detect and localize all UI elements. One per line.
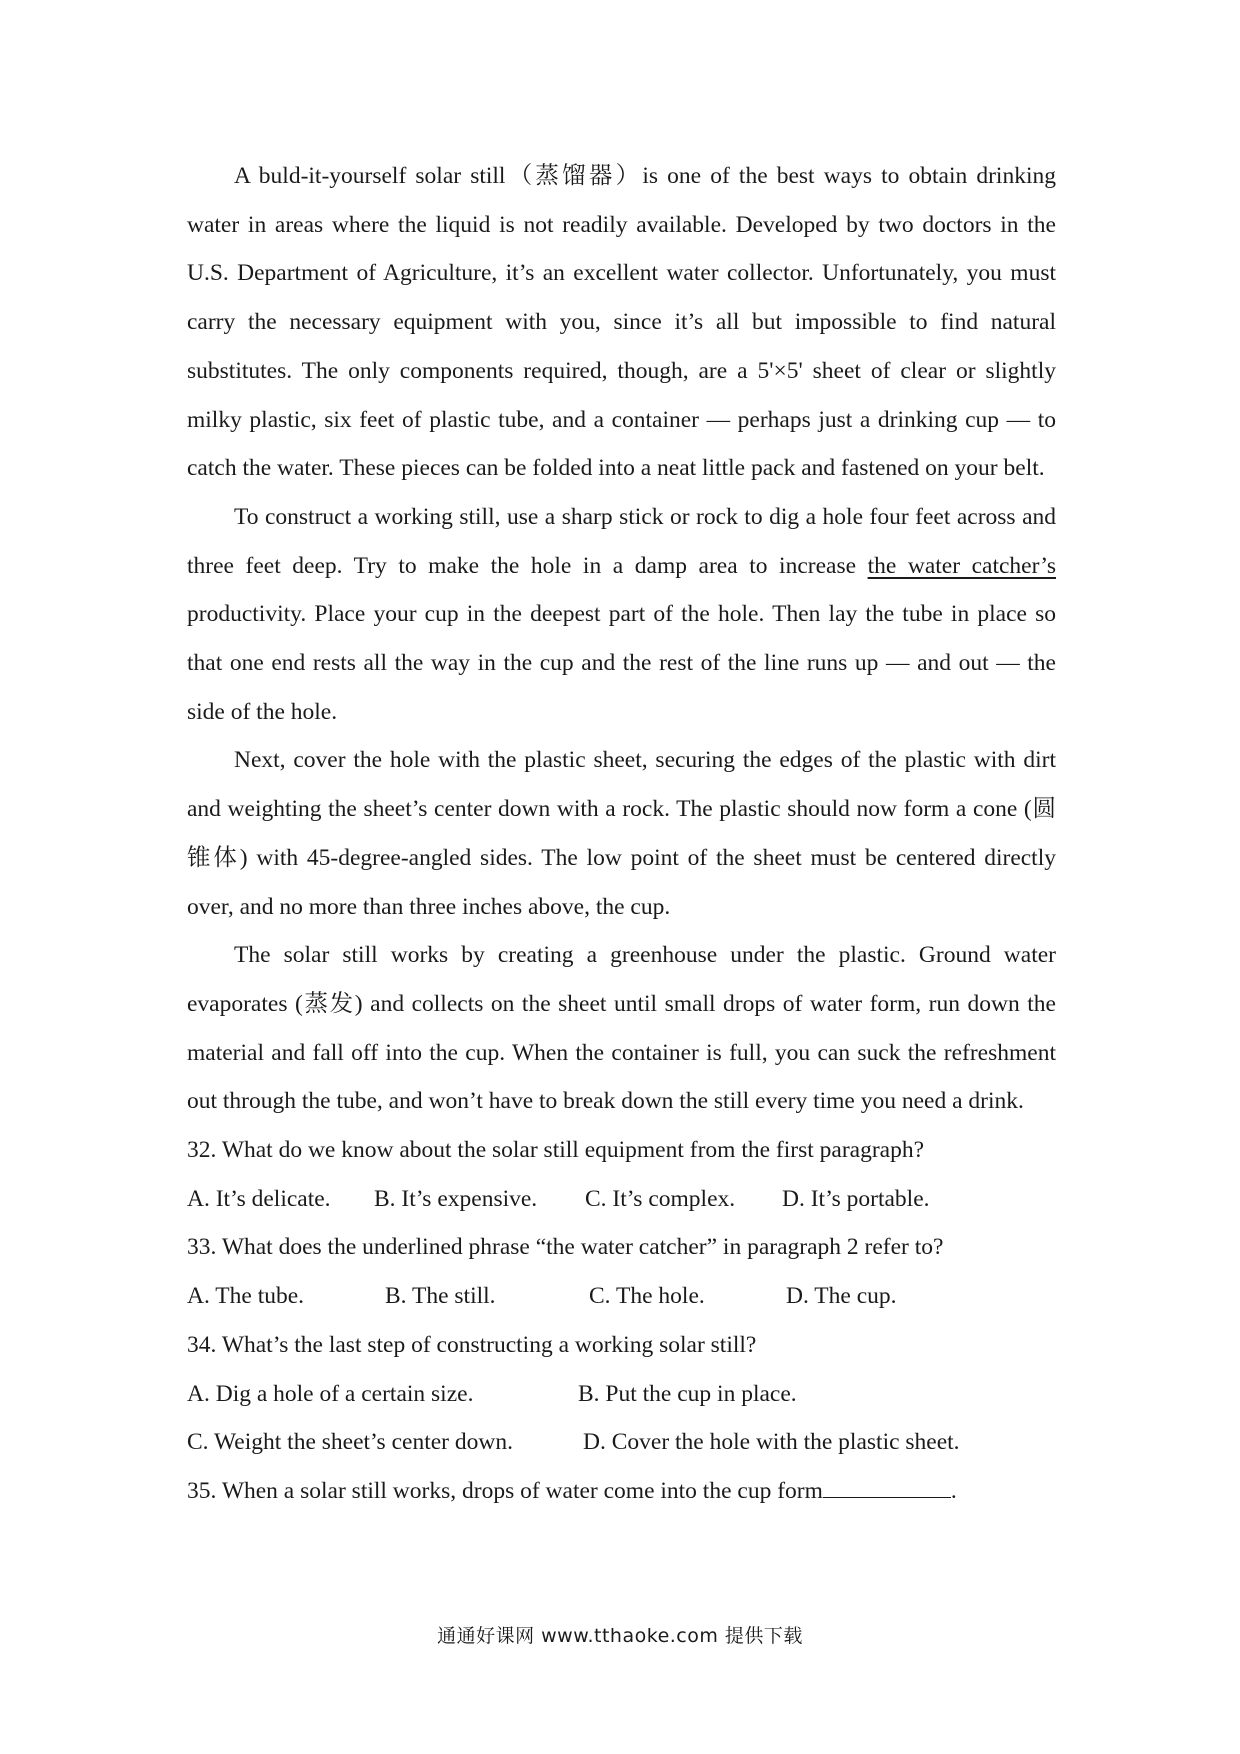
question-33-option-c: C. The hole. [589, 1283, 705, 1310]
question-34-option-a: A. Dig a hole of a certain size. [187, 1380, 474, 1407]
question-34-options-row-2 [187, 1418, 1056, 1467]
question-33-stem: 33. What does the underlined phrase “the water catcher” in paragraph 2 refer to? [187, 1234, 944, 1261]
underlined-phrase: the water catcher’s [867, 552, 1056, 579]
question-33-option-a: A. The tube. [187, 1283, 305, 1310]
reading-section [187, 152, 1056, 1516]
question-32-stem: 32. What do we know about the solar still equipment from the first paragraph? [187, 1137, 925, 1164]
question-32-option-d: D. It’s portable. [782, 1185, 930, 1212]
question-34-option-b: B. Put the cup in place. [578, 1380, 797, 1407]
paragraph-2 [187, 493, 1056, 737]
page-footer: 通通好课网 www.tthaoke.com 提供下载 [437, 1625, 803, 1647]
question-32-option-b: B. It’s expensive. [374, 1185, 538, 1212]
question-35-text: 35. When a solar still works, drops of water come into the cup form [187, 1477, 823, 1504]
paragraph-1-text: A buld-it-yourself solar still（蒸馏器）is one of the best ways to obtain drinking water in areas where the liquid is not readily available. Developed by two doctors in the U.S. Department of Agriculture, it’s an excellent water collector. Unfortunately, you must carry the necessary equipment with you, since it’s all but impossible to find natural substitutes. The only components required, though, are a 5'×5' sheet of clear or slightly milky plastic, six feet of plastic tube, and a container — perhaps just a drinking cup — to catch the water. These pieces can be folded into a neat little pack and fastened on your belt. [187, 163, 1056, 482]
paragraph-2-text-before: To construct a working still, use a sharp stick or rock to dig a hole four feet across and three feet deep. Try to make the hole in a damp area to increase [187, 503, 1056, 579]
question-33-option-b: B. The still. [385, 1283, 496, 1310]
question-34-option-d: D. Cover the hole with the plastic sheet. [583, 1429, 960, 1456]
paragraph-1 [187, 152, 1056, 493]
paragraph-3: Next, cover the hole with the plastic sheet, securing the edges of the plastic with dirt and weighting the sheet’s center down with a rock. The plastic should now form a cone (圆锥体) with 45-degree-angled sides. The low point of the sheet must be centered directly over, and no more than three inches above, the cup. [187, 747, 1056, 920]
question-35-stem [187, 1467, 1056, 1516]
answer-blank [823, 1479, 951, 1498]
question-32-option-a: A. It’s delicate. [187, 1185, 331, 1212]
question-34-stem: 34. What’s the last step of constructing a working solar still? [187, 1331, 757, 1358]
question-35-period: . [950, 1477, 957, 1504]
question-34-option-c: C. Weight the sheet’s center down. [187, 1429, 513, 1456]
paragraph-2-text-after: productivity. Place your cup in the deepest part of the hole. Then lay the tube in place so that one end rests all the way in the cup and the rest of the line runs up — and out — the side of the hole. [187, 601, 1056, 725]
question-33-option-d: D. The cup. [786, 1283, 897, 1310]
question-32-option-c: C. It’s complex. [585, 1185, 736, 1212]
paragraph-4: The solar still works by creating a greenhouse under the plastic. Ground water evaporates (蒸发) and collects on the sheet until small drops of water form, run down the material and fall off into the cup. When the container is full, you can suck the refreshment out through the tube, and won’t have to break down the still every time you need a drink. [187, 942, 1056, 1115]
question-32-options [187, 1175, 1056, 1224]
question-33-options [187, 1272, 1056, 1321]
question-34-options-row-1 [187, 1370, 1056, 1419]
